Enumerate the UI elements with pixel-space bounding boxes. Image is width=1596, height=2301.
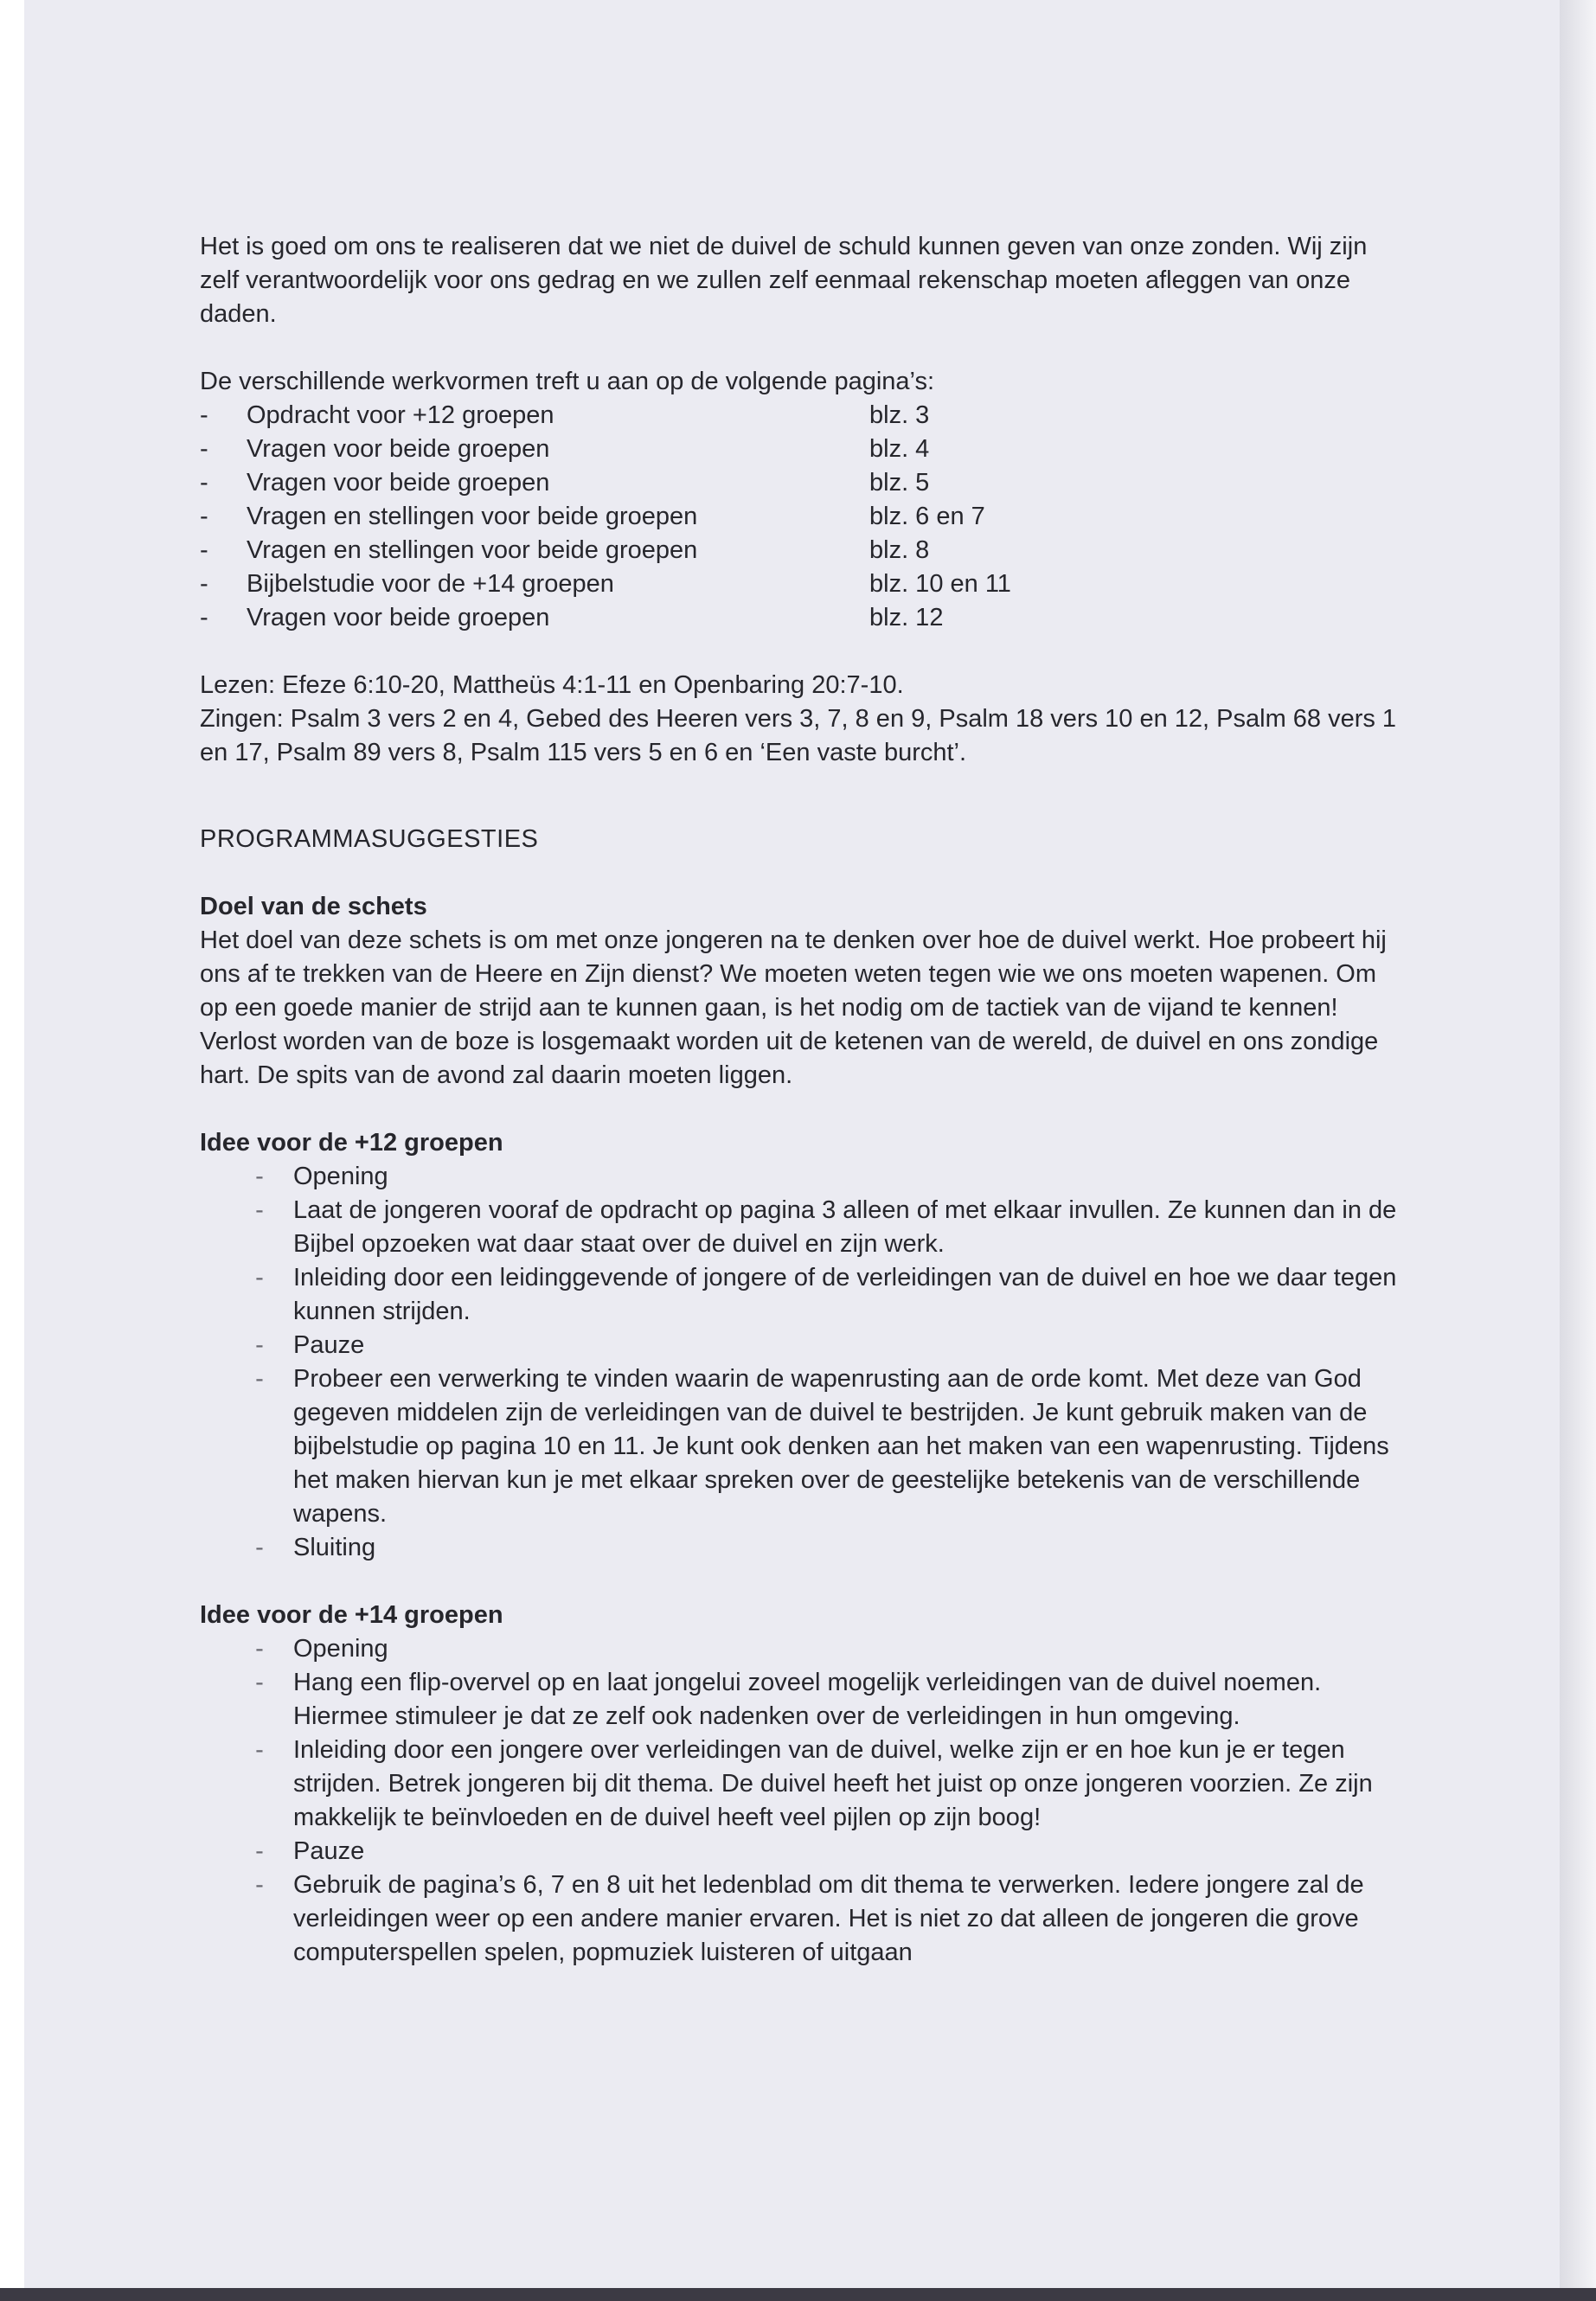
list-item <box>200 1632 1402 1666</box>
worksheet-name: Vragen en stellingen voor beide groepen <box>247 536 698 564</box>
idea-text: Inleiding door een jongere over verleidingen van de duivel, welke zijn er en hoe kun je er tegen strijden. Betrek jongeren bij dit thema. De duivel heeft het juist op onze jongeren voorzien. Ze zijn makkelijk te beïnvloeden en de duivel heeft veel pijlen op zijn boog! <box>293 1736 1373 1831</box>
list-dash: - <box>255 1837 264 1865</box>
singing-line: Zingen: Psalm 3 vers 2 en 4, Gebed des Heeren vers 3, 7, 8 en 9, Psalm 18 vers 10 en 12, Psalm 68 vers 1 en 17, Psalm 89 vers 8, Psalm 115 vers 5 en 6 en ‘Een vaste burcht’. <box>200 705 1397 766</box>
idea-text: Sluiting <box>293 1534 376 1561</box>
list-dash: - <box>255 1669 264 1696</box>
list-dash: - <box>200 604 208 631</box>
idea-text: Opening <box>293 1163 388 1190</box>
list-item <box>200 1329 1402 1362</box>
worksheet-page: blz. 5 <box>869 469 930 497</box>
list-item <box>200 1362 1402 1531</box>
list-item <box>200 1868 1402 1970</box>
list-item <box>200 601 1402 635</box>
list-item <box>200 1734 1402 1835</box>
list-dash: - <box>200 469 208 497</box>
worksheet-name: Vragen voor beide groepen <box>247 435 550 463</box>
list-item <box>200 433 1402 466</box>
list-dash: - <box>255 1331 264 1359</box>
idea12-list <box>200 1160 1402 1565</box>
idea12-heading: Idee voor de +12 groepen <box>200 1129 503 1157</box>
goal-heading: Doel van de schets <box>200 893 427 920</box>
section-heading: PROGRAMMASUGGESTIES <box>200 825 539 853</box>
list-item <box>200 500 1402 534</box>
worksheet-page: blz. 12 <box>869 604 944 631</box>
idea-text: Gebruik de pagina’s 6, 7 en 8 uit het ledenblad om dit thema te verwerken. Iedere jongere zal de verleidingen weer op een andere manier ervaren. Het is niet zo dat alleen de jongeren die grove computerspellen spelen, popmuziek luisteren of uitgaan <box>293 1871 1364 1966</box>
worksheets-list <box>200 399 1402 635</box>
list-item <box>200 1160 1402 1194</box>
idea14-heading: Idee voor de +14 groepen <box>200 1601 503 1629</box>
list-dash: - <box>200 435 208 463</box>
list-item <box>200 466 1402 500</box>
list-dash: - <box>255 1196 264 1224</box>
list-dash: - <box>200 570 208 598</box>
list-item <box>200 567 1402 601</box>
idea-text: Pauze <box>293 1331 365 1359</box>
idea-text: Probeer een verwerking te vinden waarin de wapenrusting aan de orde komt. Met deze van God gegeven middelen zijn de verleidingen van de duivel te bestrijden. Je kunt gebruik maken van de bijbelstudie op pagina 10 en 11. Je kunt ook denken aan het maken van een wapenrusting. Tijdens het maken hiervan kun je met elkaar spreken over de geestelijke betekenis van de verschillende wapens. <box>293 1365 1389 1528</box>
list-item <box>200 399 1402 433</box>
list-item <box>200 1835 1402 1868</box>
intro-paragraph: Het is goed om ons te realiseren dat we niet de duivel de schuld kunnen geven van onze zonden. Wij zijn zelf verantwoordelijk voor ons gedrag en we zullen zelf eenmaal rekenschap moeten afleggen van onze daden. <box>200 233 1368 328</box>
idea-text: Inleiding door een leidinggevende of jongere of de verleidingen van de duivel en hoe we daar tegen kunnen strijden. <box>293 1264 1397 1325</box>
idea-text: Opening <box>293 1635 388 1663</box>
worksheet-name: Vragen en stellingen voor beide groepen <box>247 503 698 530</box>
list-dash: - <box>255 1635 264 1663</box>
reading-line: Lezen: Efeze 6:10-20, Mattheüs 4:1-11 en Openbaring 20:7-10. <box>200 671 904 699</box>
idea-text: Pauze <box>293 1837 365 1865</box>
list-item <box>200 1531 1402 1565</box>
worksheet-page: blz. 6 en 7 <box>869 503 985 530</box>
worksheet-page: blz. 8 <box>869 536 930 564</box>
list-dash: - <box>255 1736 264 1764</box>
list-item <box>200 1666 1402 1734</box>
list-item <box>200 534 1402 567</box>
worksheet-page: blz. 4 <box>869 435 930 463</box>
goal-paragraph: Het doel van deze schets is om met onze jongeren na te denken over hoe de duivel werkt. Hoe probeert hij ons af te trekken van de Heere en Zijn dienst? We moeten weten tegen wie we ons moeten wapenen. Om op een goede manier de strijd aan te kunnen gaan, is het nodig om de tactiek van de vijand te kennen! Verlost worden van de boze is losgemaakt worden uit de ketenen van de wereld, de duivel en ons zondige hart. De spits van de avond zal daarin moeten liggen. <box>200 926 1387 1089</box>
worksheet-name: Vragen voor beide groepen <box>247 604 550 631</box>
worksheet-page: blz. 3 <box>869 401 930 429</box>
document-body <box>200 230 1402 2003</box>
idea-text: Hang een flip-overvel op en laat jongelui zoveel mogelijk verleidingen van de duivel noemen. Hiermee stimuleer je dat ze zelf ook nadenken over de verleidingen in hun omgeving. <box>293 1669 1322 1730</box>
list-item <box>200 1261 1402 1329</box>
list-item <box>200 1194 1402 1261</box>
list-dash: - <box>255 1163 264 1190</box>
list-dash: - <box>200 401 208 429</box>
worksheets-intro: De verschillende werkvormen treft u aan op de volgende pagina’s: <box>200 368 935 395</box>
list-dash: - <box>200 503 208 530</box>
worksheet-name: Vragen voor beide groepen <box>247 469 550 497</box>
idea14-list <box>200 1632 1402 1970</box>
list-dash: - <box>255 1365 264 1393</box>
page-edge-right <box>1560 0 1596 2301</box>
worksheet-name: Bijbelstudie voor de +14 groepen <box>247 570 614 598</box>
list-dash: - <box>200 536 208 564</box>
list-dash: - <box>255 1871 264 1899</box>
worksheet-name: Opdracht voor +12 groepen <box>247 401 554 429</box>
page-edge-bottom <box>0 2288 1596 2301</box>
list-dash: - <box>255 1264 264 1292</box>
idea-text: Laat de jongeren vooraf de opdracht op pagina 3 alleen of met elkaar invullen. Ze kunnen dan in de Bijbel opzoeken wat daar staat over de duivel en zijn werk. <box>293 1196 1397 1258</box>
list-dash: - <box>255 1534 264 1561</box>
worksheet-page: blz. 10 en 11 <box>869 570 1011 598</box>
